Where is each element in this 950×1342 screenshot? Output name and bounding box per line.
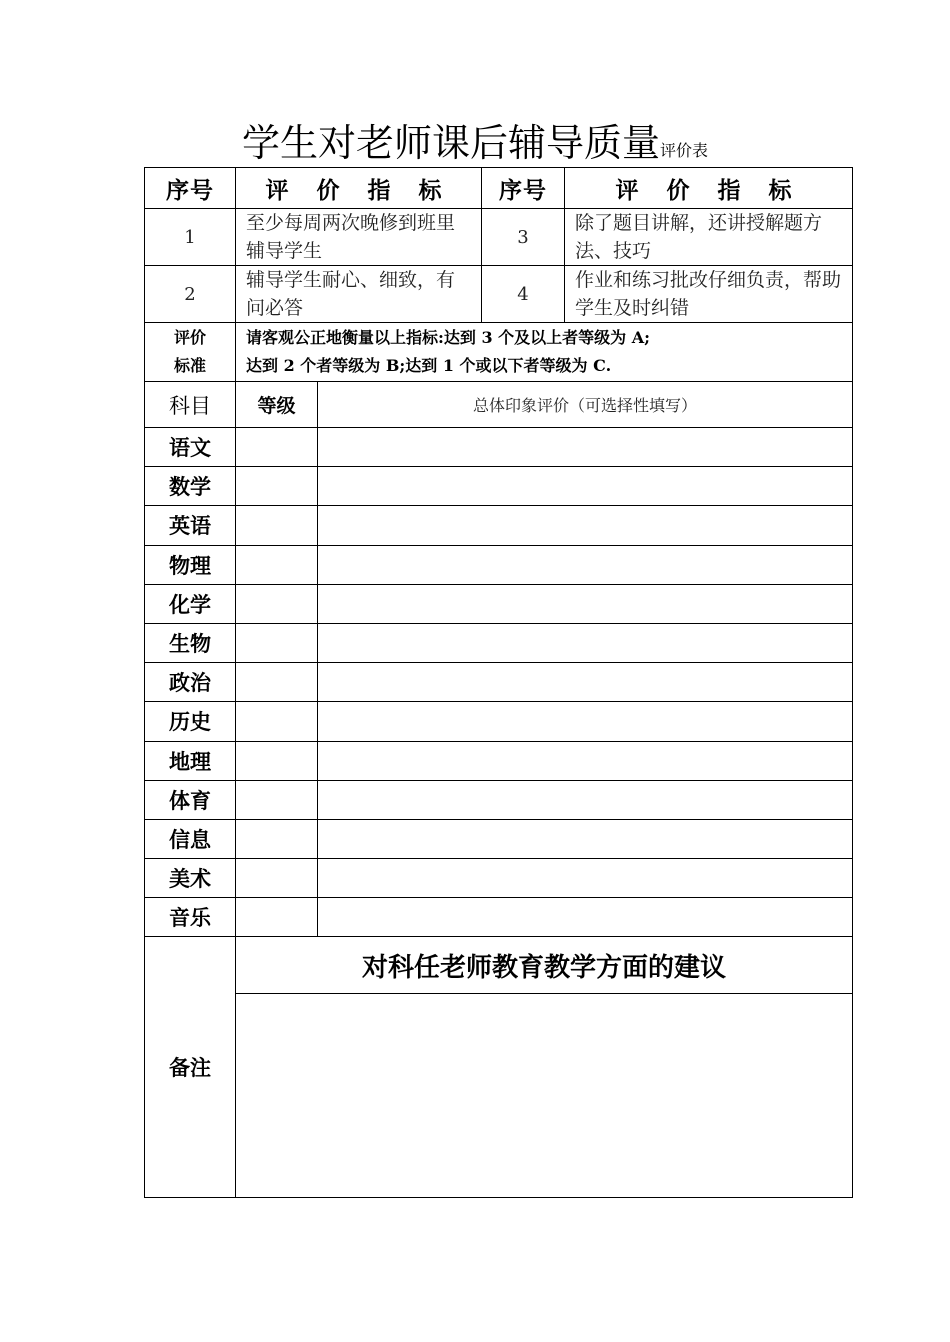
grade-field[interactable] <box>236 819 318 858</box>
title-suffix: 评价表 <box>660 141 709 160</box>
criteria-header-row <box>145 168 853 209</box>
grade-field[interactable] <box>236 428 318 467</box>
criterion-text: 除了题目讲解，还讲授解题方法、技巧 <box>565 209 853 266</box>
subject-row <box>145 859 853 898</box>
subject-row <box>145 584 853 623</box>
subject-header: 科目 <box>145 382 236 428</box>
subject-row <box>145 741 853 780</box>
impression-field[interactable] <box>318 467 853 506</box>
criteria-indicator-header: 评 价 指 标 <box>565 168 853 209</box>
subject-name: 化学 <box>145 584 236 623</box>
grade-field[interactable] <box>236 584 318 623</box>
subject-row <box>145 623 853 662</box>
document-title <box>0 112 950 167</box>
subject-name: 美术 <box>145 859 236 898</box>
subject-name: 信息 <box>145 819 236 858</box>
standard-row <box>145 323 853 382</box>
grade-field[interactable] <box>236 467 318 506</box>
subject-name: 地理 <box>145 741 236 780</box>
criteria-no-header: 序号 <box>145 168 236 209</box>
grade-field[interactable] <box>236 545 318 584</box>
grade-header: 等级 <box>236 382 318 428</box>
subject-name: 音乐 <box>145 898 236 937</box>
impression-field[interactable] <box>318 506 853 545</box>
impression-field[interactable] <box>318 623 853 662</box>
grade-field[interactable] <box>236 663 318 702</box>
subject-row <box>145 663 853 702</box>
criterion-number: 1 <box>145 209 236 266</box>
remarks-label: 备注 <box>145 937 236 1198</box>
standard-line1: 请客观公正地衡量以上指标:达到 3 个及以上者等级为 A; <box>246 328 651 347</box>
impression-field[interactable] <box>318 702 853 741</box>
standard-label-line1: 评价 <box>173 328 206 347</box>
grade-field[interactable] <box>236 741 318 780</box>
impression-field[interactable] <box>318 741 853 780</box>
subject-name: 物理 <box>145 545 236 584</box>
subject-row <box>145 702 853 741</box>
evaluation-table <box>144 167 853 1198</box>
subject-name: 体育 <box>145 780 236 819</box>
subject-row <box>145 819 853 858</box>
subject-name: 数学 <box>145 467 236 506</box>
impression-header: 总体印象评价（可选择性填写） <box>318 382 853 428</box>
suggestion-title: 对科任老师教育教学方面的建议 <box>236 937 853 994</box>
grade-field[interactable] <box>236 702 318 741</box>
subject-row <box>145 506 853 545</box>
criterion-number: 3 <box>482 209 565 266</box>
rating-header-row <box>145 382 853 428</box>
criterion-text: 辅导学生耐心、细致，有问必答 <box>236 266 482 323</box>
grade-field[interactable] <box>236 506 318 545</box>
impression-field[interactable] <box>318 545 853 584</box>
grade-field[interactable] <box>236 623 318 662</box>
impression-field[interactable] <box>318 898 853 937</box>
subject-name: 政治 <box>145 663 236 702</box>
impression-field[interactable] <box>318 663 853 702</box>
grade-field[interactable] <box>236 859 318 898</box>
standard-label-line2: 标准 <box>173 356 206 375</box>
suggestion-title-row <box>145 937 853 994</box>
criterion-text: 至少每周两次晚修到班里辅导学生 <box>236 209 482 266</box>
standard-text <box>236 323 853 382</box>
title-main: 学生对老师课后辅导质量 <box>241 121 660 165</box>
impression-field[interactable] <box>318 819 853 858</box>
subject-row <box>145 545 853 584</box>
subject-row <box>145 467 853 506</box>
subject-row <box>145 898 853 937</box>
subject-name: 历史 <box>145 702 236 741</box>
subject-row <box>145 780 853 819</box>
criteria-row <box>145 209 853 266</box>
criteria-indicator-header: 评 价 指 标 <box>236 168 482 209</box>
subject-name: 英语 <box>145 506 236 545</box>
suggestion-row <box>145 994 853 1198</box>
subject-row <box>145 428 853 467</box>
impression-field[interactable] <box>318 428 853 467</box>
standard-line2: 达到 2 个者等级为 B;达到 1 个或以下者等级为 C. <box>246 356 612 375</box>
suggestion-field[interactable] <box>236 994 853 1198</box>
criteria-row <box>145 266 853 323</box>
criterion-number: 4 <box>482 266 565 323</box>
criterion-text: 作业和练习批改仔细负责，帮助学生及时纠错 <box>565 266 853 323</box>
grade-field[interactable] <box>236 780 318 819</box>
impression-field[interactable] <box>318 780 853 819</box>
grade-field[interactable] <box>236 898 318 937</box>
subject-name: 生物 <box>145 623 236 662</box>
impression-field[interactable] <box>318 859 853 898</box>
criterion-number: 2 <box>145 266 236 323</box>
impression-field[interactable] <box>318 584 853 623</box>
subject-name: 语文 <box>145 428 236 467</box>
criteria-no-header: 序号 <box>482 168 565 209</box>
standard-label <box>145 323 236 382</box>
